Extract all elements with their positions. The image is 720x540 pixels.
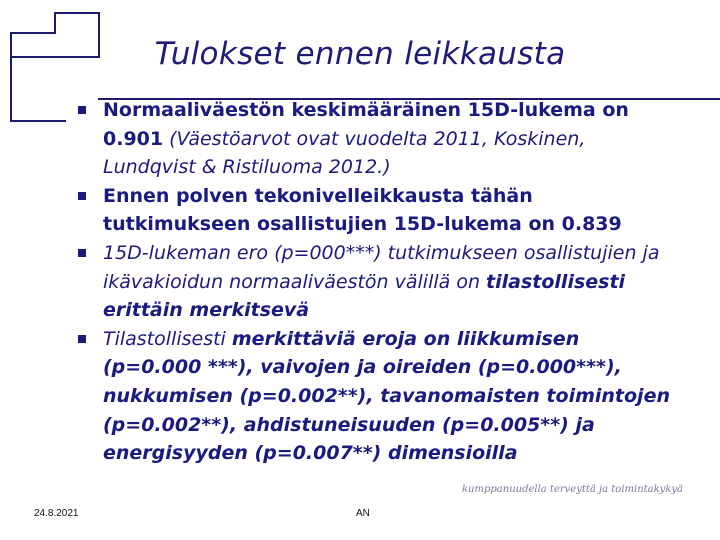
frame-line-step [10, 32, 56, 34]
bullet-item [76, 96, 676, 182]
bullet-square-icon [78, 335, 86, 343]
bullet-square-icon [78, 192, 86, 200]
bullet-item [76, 182, 676, 239]
bullet-text: merkittäviä eroja on liikkumisen (p=0.000 ***), vaivojen ja oireiden (p=0.000***), nukkumisen (p=0.002**), tavanomaisten toimintojen (p=0.002**), ahdistuneisuuden (p=0.005**) ja energisyyden (p=0.007**) dimensioilla [103, 327, 670, 465]
bullet-text: Normaaliväestön keskimääräinen 15D-lukema on 0.901 [103, 99, 629, 150]
bullet-text: (Väestöarvot ovat vuodelta 2011, Koskinen, Lundqvist & Ristiluoma 2012.) [103, 127, 586, 179]
footer-author: AN [356, 508, 370, 519]
bullet-item [76, 239, 676, 325]
bullet-text: 15D-lukeman ero (p=000***) tutkimukseen osallistujien ja ikävakioidun normaaliväestön välillä on [103, 241, 660, 293]
bullet-text: tilastollisesti erittäin merkitsevä [103, 270, 626, 322]
frame-line-top [54, 12, 100, 14]
frame-line-bottom [10, 120, 66, 122]
bullet-text: Tilastollisesti [103, 327, 232, 350]
slide-title: Tulokset ennen leikkausta [154, 36, 566, 72]
footer-date: 24.8.2021 [34, 508, 79, 519]
footer-watermark: kumppanuudella terveyttä ja toimintakykyä [462, 484, 683, 495]
bullet-text: Ennen polven tekonivelleikkausta tähän tutkimukseen osallistujien 15D-lukema on 0.839 [103, 184, 622, 236]
bullet-square-icon [78, 249, 86, 257]
bullet-item [76, 325, 676, 468]
frame-line-left-upper [54, 12, 56, 32]
bullet-square-icon [78, 106, 86, 114]
bullet-list [76, 96, 676, 468]
